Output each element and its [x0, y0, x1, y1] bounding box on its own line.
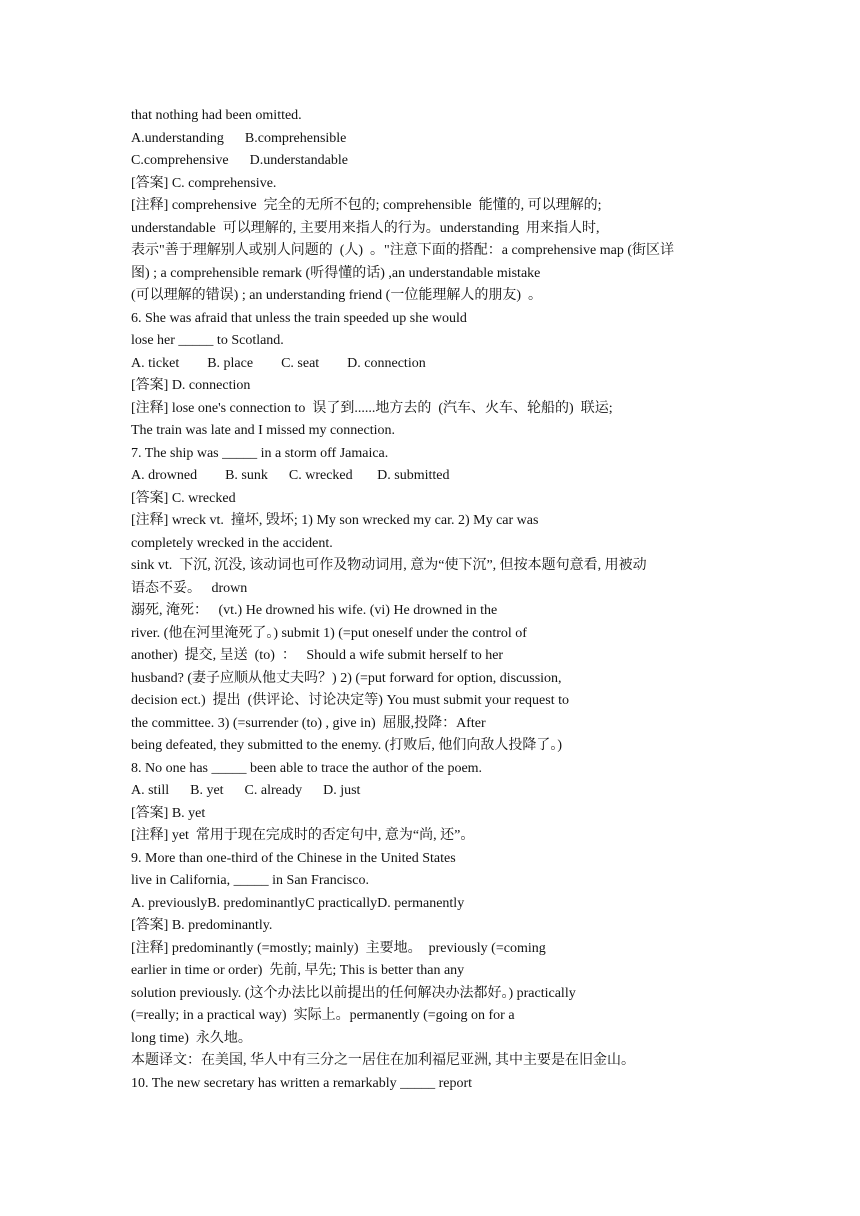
- text-line: A. still B. yet C. already D. just: [131, 783, 361, 798]
- text-line: (可以理解的错误) ; an understanding friend (一位能理解人的朋友) 。: [131, 288, 542, 303]
- text-line: live in California, _____ in San Francisco.: [131, 873, 369, 888]
- text-line: A.understanding B.comprehensible: [131, 130, 347, 146]
- text-line: decision ect.) 提出 (供评论、讨论决定等) You must submit your request to: [131, 693, 569, 708]
- text-line: 本题译文：在美国, 华人中有三分之一居住在加利福尼亚洲, 其中主要是在旧金山。: [131, 1053, 635, 1068]
- text-line: (=really; in a practical way) 实际上。permanently (=going on for a: [131, 1008, 515, 1023]
- text-line: that nothing had been omitted.: [131, 108, 302, 123]
- text-line: long time) 永久地。: [131, 1030, 252, 1046]
- text-line: solution previously. (这个办法比以前提出的任何解决办法都好。) practically: [131, 985, 576, 1001]
- text-line: 语态不妥。 drown: [131, 580, 248, 596]
- text-line: [答案] B. predominantly.: [131, 918, 273, 933]
- text-line: C.comprehensive D.understandable: [131, 153, 348, 168]
- text-line: sink vt. 下沉, 沉没, 该动词也可作及物动词用, 意为“使下沉”, 但按本题句意看, 用被动: [131, 558, 647, 573]
- text-line: [答案] C. wrecked: [131, 490, 236, 506]
- text-line: completely wrecked in the accident.: [131, 535, 333, 551]
- text-line: A. previouslyB. predominantlyC practicallyD. permanently: [131, 895, 465, 911]
- text-line: 10. The new secretary has written a remarkably _____ report: [131, 1075, 473, 1091]
- text-line: being defeated, they submitted to the enemy. (打败后, 他们向敌人投降了。): [131, 738, 563, 753]
- text-line: [注释] predominantly (=mostly; mainly) 主要地。 previously (=coming: [131, 940, 546, 956]
- text-line: [注释] comprehensive 完全的无所不包的; comprehensible 能懂的, 可以理解的;: [131, 198, 602, 213]
- text-line: The train was late and I missed my connection.: [131, 423, 395, 438]
- text-line: earlier in time or order) 先前, 早先; This is better than any: [131, 963, 465, 978]
- text-line: [答案] C. comprehensive.: [131, 175, 277, 191]
- text-line: [注释] yet 常用于现在完成时的否定句中, 意为“尚, 还”。: [131, 828, 475, 843]
- text-line: A. drowned B. sunk C. wrecked D. submitted: [131, 468, 450, 483]
- text-line: another) 提交, 呈送 (to) ： Should a wife submit herself to her: [131, 648, 504, 663]
- text-line: 图) ; a comprehensible remark (听得懂的话) ,an understandable mistake: [131, 265, 541, 281]
- text-line: 8. No one has _____ been able to trace the author of the poem.: [131, 760, 483, 776]
- text-line: [注释] lose one's connection to 误了到......地方去的 (汽车、火车、轮船的) 联运;: [131, 400, 613, 416]
- text-line: the committee. 3) (=surrender (to) , give in) 屈服,投降：After: [131, 715, 486, 731]
- text-line: [答案] B. yet: [131, 805, 206, 821]
- text-line: 表示"善于理解别人或别人问题的 (人) 。"注意下面的搭配：a comprehensive map (街区详: [131, 243, 674, 258]
- text-line: husband? (妻子应顺从他丈夫吗？) 2) (=put forward for option, discussion,: [131, 670, 562, 686]
- text-line: lose her _____ to Scotland.: [131, 333, 284, 348]
- text-line: 9. More than one-third of the Chinese in the United States: [131, 850, 456, 866]
- text-line: 7. The ship was _____ in a storm off Jamaica.: [131, 445, 389, 461]
- text-line: [答案] D. connection: [131, 378, 251, 393]
- text-line: understandable 可以理解的, 主要用来指人的行为。understanding 用来指人时,: [131, 220, 600, 236]
- text-line: 溺死, 淹死： (vt.) He drowned his wife. (vi) He drowned in the: [131, 603, 498, 618]
- text-line: A. ticket B. place C. seat D. connection: [131, 355, 426, 371]
- text-line: river. (他在河里淹死了。) submit 1) (=put oneself under the control of: [131, 625, 527, 641]
- text-line: [注释] wreck vt. 撞坏, 毁坏; 1) My son wrecked my car. 2) My car was: [131, 513, 539, 528]
- text-line: 6. She was afraid that unless the train speeded up she would: [131, 310, 467, 326]
- document-body: [131, 105, 741, 1095]
